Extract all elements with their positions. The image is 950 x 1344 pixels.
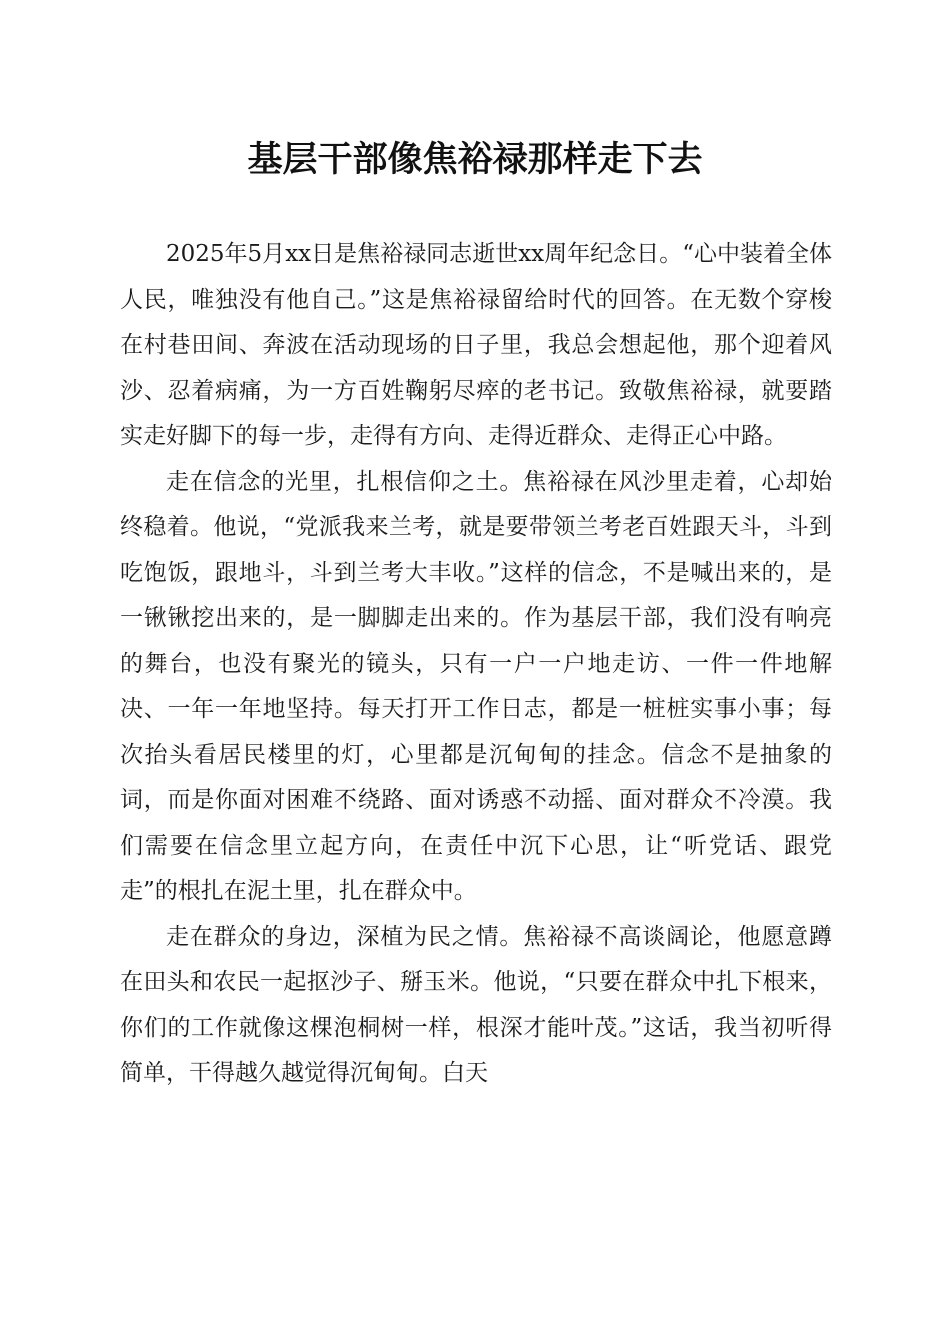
paragraph-3: 走在群众的身边，深植为民之情。焦裕禄不高谈阔论，他愿意蹲在田头和农民一起抠沙子、掰玉米。他说，“只要在群众中扎下根来，你们的工作就像这棵泡桐树一样，根深才能叶茂。”这话，我当初听得简单，干得越久越觉得沉甸甸。白天	[120, 923, 832, 1086]
paragraph-2: 走在信念的光里，扎根信仰之土。焦裕禄在风沙里走着，心却始终稳着。他说，“党派我来兰考，就是要带领兰考老百姓跟天斗，斗到吃饱饭，跟地斗，斗到兰考大丰收。”这样的信念，不是喊出来的，是一锹锹挖出来的，是一脚脚走出来的。作为基层干部，我们没有响亮的舞台，也没有聚光的镜头，只有一户一户地走访、一件一件地解决、一年一年地坚持。每天打开工作日志，都是一桩桩实事小事；每次抬头看居民楼里的灯，心里都是沉甸甸的挂念。信念不是抽象的词，而是你面对困难不绕路、面对诱惑不动摇、面对群众不冷漠。我们需要在信念里立起方向，在责任中沉下心思，让“听党话、跟党走”的根扎在泥土里，扎在群众中。	[120, 468, 832, 904]
document-title: 基层干部像焦裕禄那样走下去	[247, 139, 703, 180]
document-body	[120, 232, 832, 1097]
paragraph-1: 2025年5月xx日是焦裕禄同志逝世xx周年纪念日。“心中装着全体人民，唯独没有他自己。”这是焦裕禄留给时代的回答。在无数个穿梭在村巷田间、奔波在活动现场的日子里，我总会想起他，那个迎着风沙、忍着病痛，为一方百姓鞠躬尽瘁的老书记。致敬焦裕禄，就要踏实走好脚下的每一步，走得有方向、走得近群众、走得正心中路。	[120, 241, 832, 449]
